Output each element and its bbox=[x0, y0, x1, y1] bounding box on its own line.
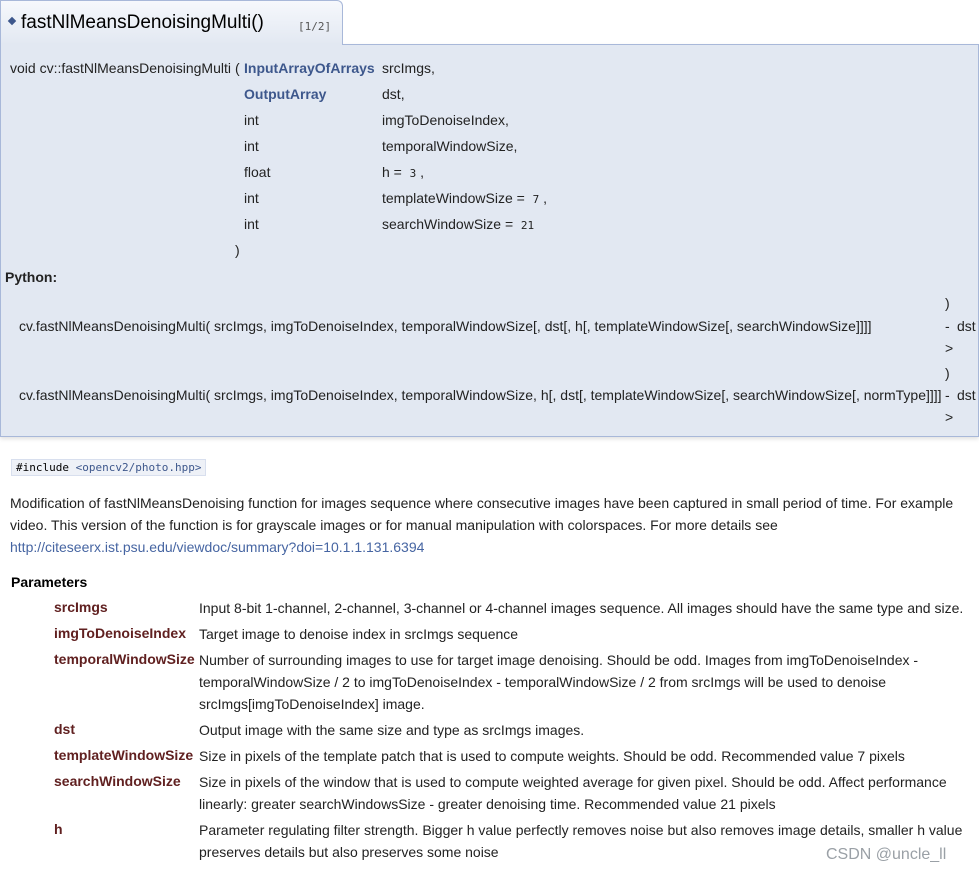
param-name: searchWindowSize = 21 bbox=[382, 216, 535, 232]
param-doc-desc: Input 8-bit 1-channel, 2-channel, 3-channel or 4-channel images sequence. All images should have the same type and size. bbox=[199, 600, 964, 616]
param-doc-desc: Size in pixels of the template patch that is used to compute weights. Should be odd. Recommended value 7 pixels bbox=[199, 748, 905, 764]
param-type: float bbox=[244, 164, 271, 180]
parameters-heading: Parameters bbox=[11, 574, 88, 590]
python-close-paren: ) bbox=[945, 365, 950, 381]
python-close-paren: ) bbox=[945, 295, 950, 311]
default-value: 21 bbox=[520, 219, 535, 232]
param-type-link[interactable]: OutputArray bbox=[244, 86, 327, 102]
reference-link[interactable]: http://citeseerx.ist.psu.edu/viewdoc/summary?doi=10.1.1.131.6394 bbox=[10, 539, 425, 555]
param-doc-name: temporalWindowSize bbox=[54, 651, 195, 667]
param-doc-name: dst bbox=[54, 721, 75, 737]
anchor-diamond-icon[interactable] bbox=[8, 17, 16, 25]
python-signature: cv.fastNlMeansDenoisingMulti( srcImgs, imgToDenoiseIndex, temporalWindowSize, h[, dst[, templateWindowSize[, searchWindowSize[, normType]]]] bbox=[19, 387, 942, 403]
default-value: 3 bbox=[409, 167, 417, 180]
close-paren: ) bbox=[235, 242, 240, 258]
param-name: srcImgs, bbox=[382, 60, 435, 76]
open-paren: ( bbox=[235, 60, 240, 76]
param-type-link[interactable]: InputArrayOfArrays bbox=[244, 60, 375, 76]
param-type: int bbox=[244, 216, 259, 232]
function-signature-name: void cv::fastNlMeansDenoisingMulti bbox=[10, 60, 231, 76]
python-signature: cv.fastNlMeansDenoisingMulti( srcImgs, imgToDenoiseIndex, temporalWindowSize[, dst[, h[, templateWindowSize[, searchWindowSize]]]] bbox=[19, 318, 872, 334]
param-type: int bbox=[244, 138, 259, 154]
python-arrow-gt: > bbox=[945, 340, 954, 356]
python-return: dst bbox=[957, 387, 976, 403]
param-type: int bbox=[244, 112, 259, 128]
default-value: 7 bbox=[532, 193, 540, 206]
python-arrow-dash: - bbox=[945, 318, 950, 334]
python-arrow-dash: - bbox=[945, 387, 950, 403]
param-name: temporalWindowSize, bbox=[382, 138, 518, 154]
param-doc-name: srcImgs bbox=[54, 599, 108, 615]
param-name: h = 3 , bbox=[382, 164, 425, 180]
include-directive: #include <opencv2/photo.hpp> bbox=[11, 459, 206, 476]
param-type: int bbox=[244, 190, 259, 206]
param-doc-desc: Size in pixels of the window that is used to compute weighted average for given pixel. Should be odd. Affect performance linearly: greater searchWindowsSize - greater denoising time. Recommended value 21 pixels bbox=[199, 774, 947, 812]
python-label: Python: bbox=[5, 269, 58, 285]
function-title: fastNlMeansDenoisingMulti() bbox=[21, 12, 264, 33]
member-title-tab bbox=[0, 0, 343, 45]
csdn-watermark: CSDN @uncle_ll bbox=[826, 846, 947, 863]
overload-counter: [1/2] bbox=[298, 20, 332, 33]
param-doc-name: imgToDenoiseIndex bbox=[54, 625, 186, 641]
param-doc-desc: Number of surrounding images to use for target image denoising. Should be odd. Images from imgToDenoiseIndex - temporalWindowSize / 2 to imgToDenoiseIndex - temporalWindowSize / 2 from srcImgs will be used to denoise srcImgs[imgToDenoiseIndex] image. bbox=[199, 652, 919, 712]
param-doc-name: h bbox=[54, 821, 63, 837]
param-name: imgToDenoiseIndex, bbox=[382, 112, 509, 128]
param-doc-name: templateWindowSize bbox=[54, 747, 194, 763]
param-doc-desc: Output image with the same size and type as srcImgs images. bbox=[199, 722, 585, 738]
param-name: templateWindowSize = 7 , bbox=[382, 190, 547, 206]
param-doc-desc: Target image to denoise index in srcImgs sequence bbox=[199, 626, 519, 642]
param-doc-desc: Parameter regulating filter strength. Bigger h value perfectly removes noise but also removes image details, smaller h value preserves details but also preserves some noise bbox=[199, 822, 963, 860]
param-name: dst, bbox=[382, 86, 405, 102]
python-arrow-gt: > bbox=[945, 409, 954, 425]
include-header-link[interactable]: <opencv2/photo.hpp> bbox=[75, 461, 202, 474]
prototype-box bbox=[0, 44, 979, 437]
function-description: Modification of fastNlMeansDenoising function for images sequence where consecutive images have been captured in small period of time. For example video. This version of the function is for grayscale images or for manual manipulation with colorspaces. For more details see http://citeseerx.ist.psu.edu/viewdoc/summary?doi=10.1.1.131.6394 bbox=[10, 495, 954, 555]
python-return: dst bbox=[957, 318, 976, 334]
param-doc-name: searchWindowSize bbox=[54, 773, 181, 789]
